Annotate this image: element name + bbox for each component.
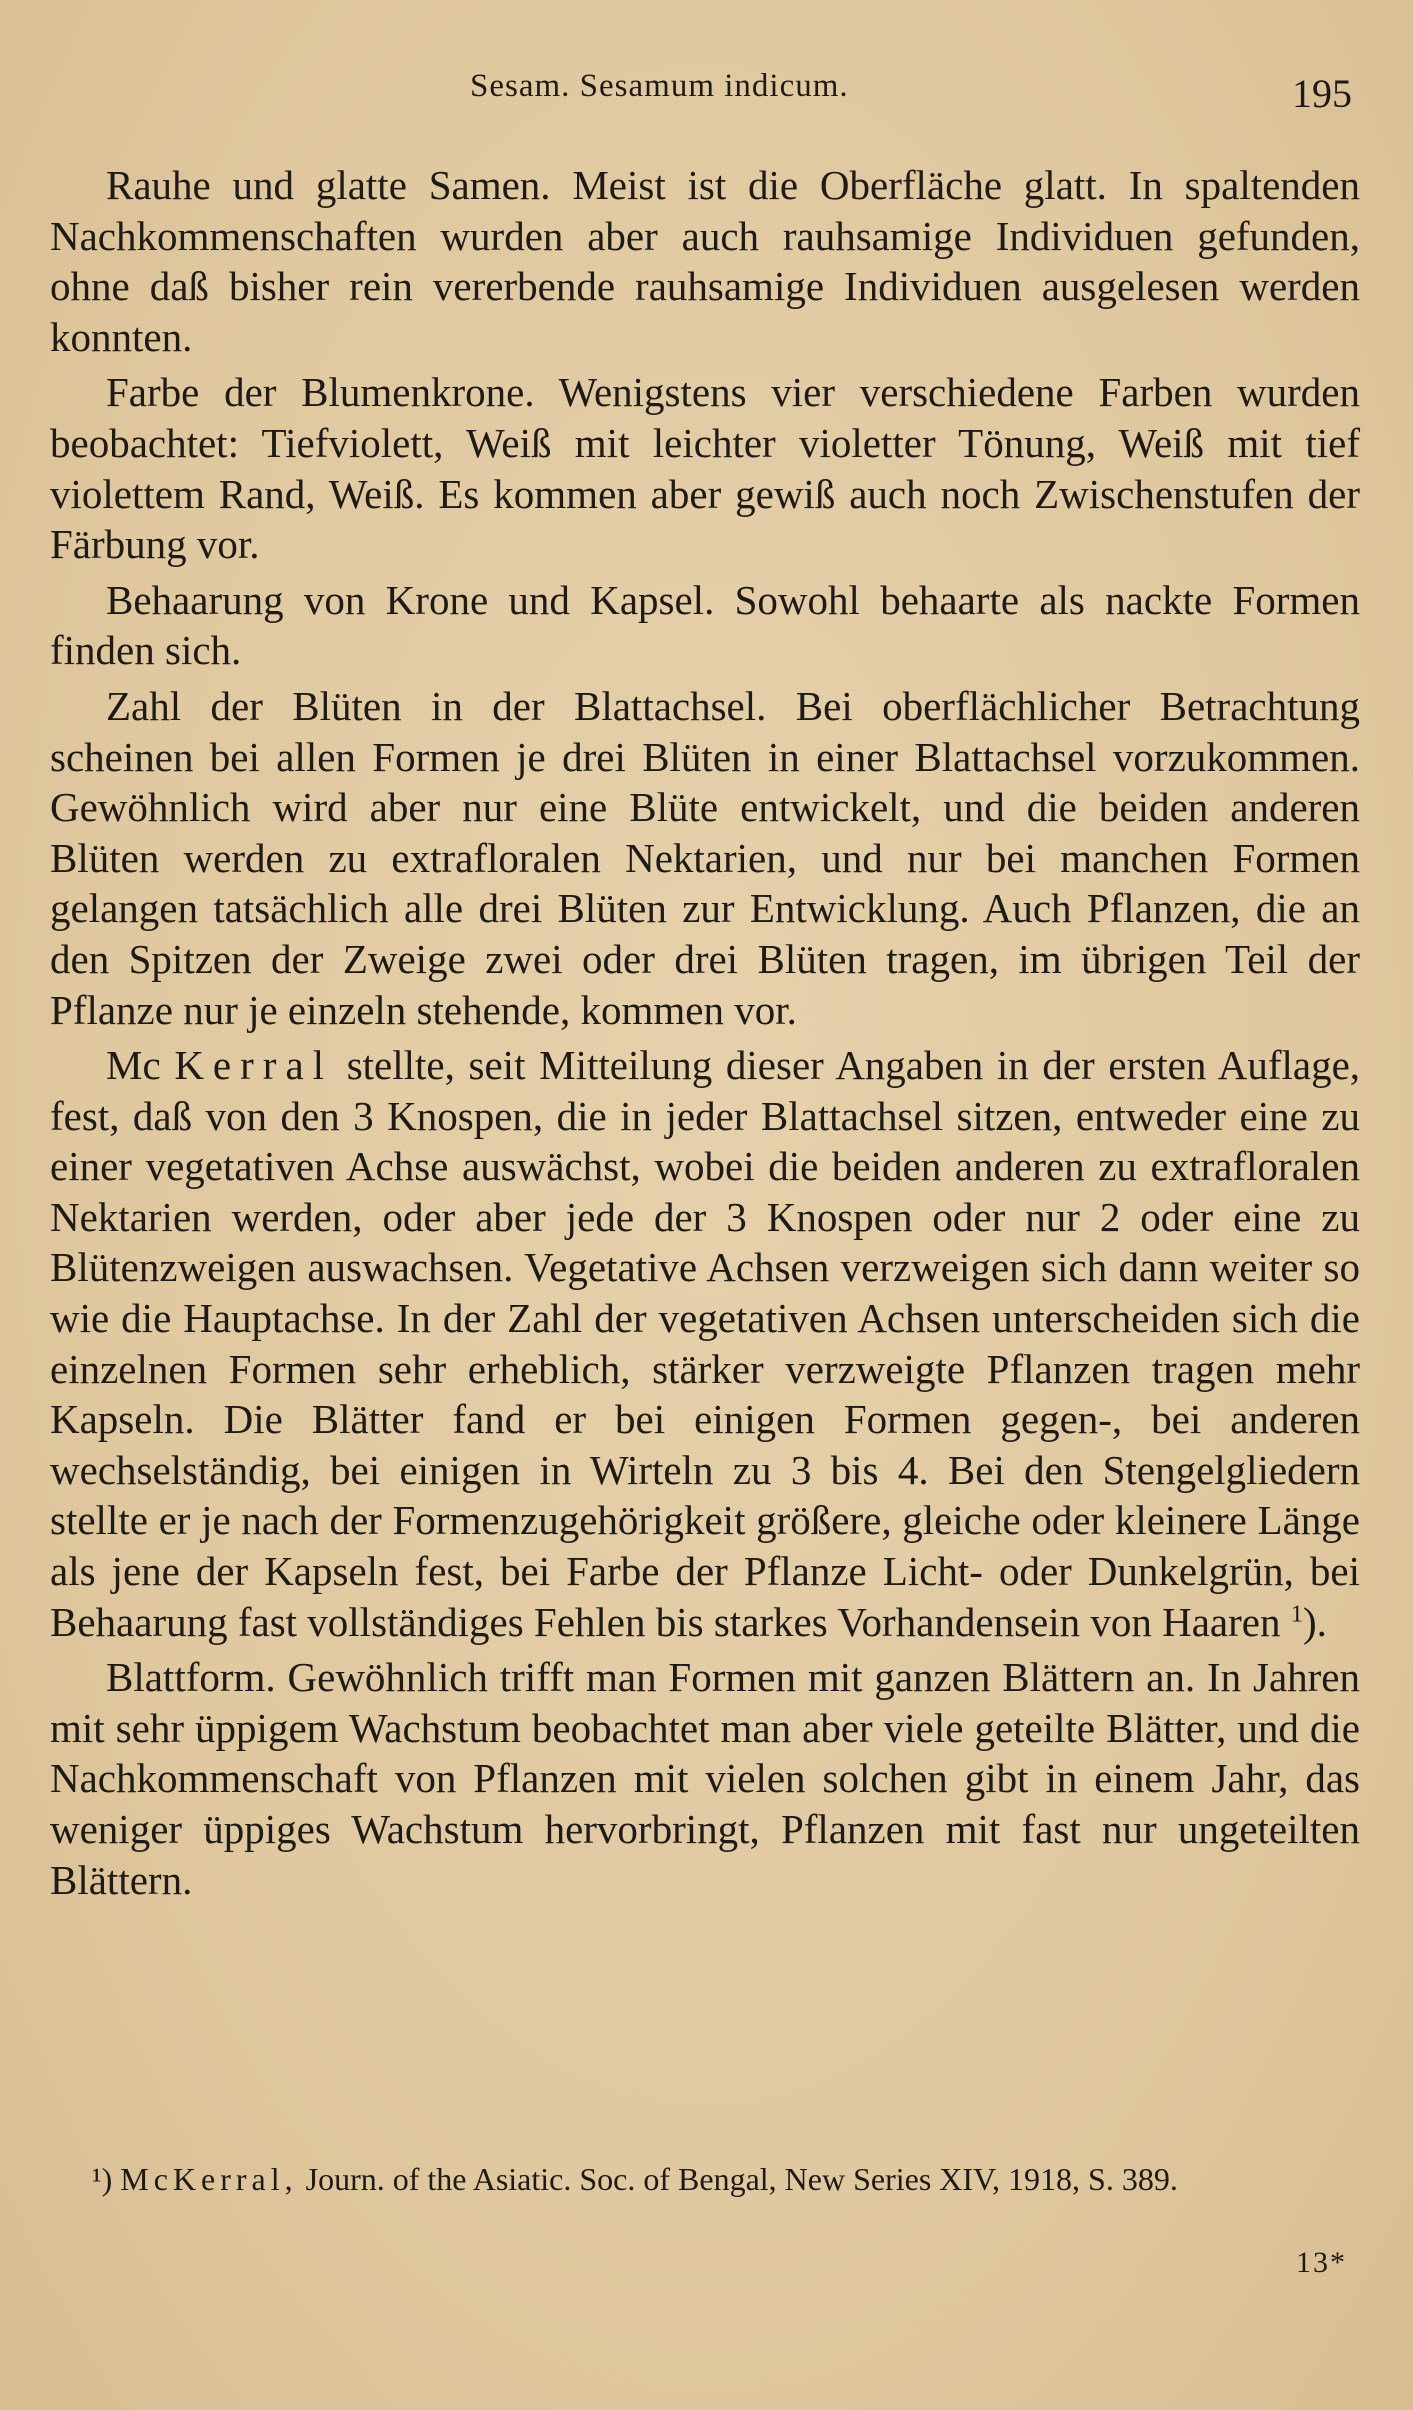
footnote-reference: 1	[1290, 1599, 1304, 1627]
author-name: Kerral	[174, 1042, 334, 1089]
paragraph-mckerral-end: ).	[1303, 1598, 1327, 1645]
paragraph-flower-count: Zahl der Blüten in der Blattachsel. Bei oberflächlicher Betrachtung scheinen bei allen Formen je drei Blüten in einer Blattachsel vorzukommen. Gewöhnlich wird aber nur eine Blüte entwickelt, und die beiden anderen Blüten werden zu extrafloralen Nektarien, und nur bei manchen Formen gelangen tatsächlich alle drei Blüten zur Entwicklung. Auch Pflanzen, die an den Spitzen der Zweige zwei oder drei Blüten tragen, im übrigen Teil der Pflanze nur je einzeln stehende, kommen vor.	[50, 682, 1360, 1033]
paragraph-leaf-form: Blattform. Gewöhnlich trifft man Formen mit ganzen Blättern an. In Jahren mit sehr üppigem Wachstum beobachtet man aber viele geteilte Blätter, und die Nachkommenschaft von Pflanzen mit vielen solchen gibt in einem Jahr, das weniger üppiges Wachstum hervorbringt, Pflanzen mit fast nur ungeteilten Blättern.	[50, 1654, 1360, 1903]
footnote-marker: ¹)	[92, 2161, 113, 2197]
running-head: Sesam. Sesamum indicum.	[470, 68, 849, 104]
body-text	[50, 160, 1360, 1910]
author-prefix: Mc	[106, 1042, 161, 1089]
paragraph-mckerral	[50, 1040, 1360, 1647]
paragraph-seeds: Rauhe und glatte Samen. Meist ist die Oberfläche glatt. In spaltenden Nachkommenschaften wurden aber auch rauhsamige Individuen gefunden, ohne daß bisher rein vererbende rauhsamige Individuen ausgelesen werden konnten.	[50, 162, 1360, 360]
paragraph-hairiness: Behaarung von Krone und Kapsel. Sowohl behaarte als nackte Formen finden sich.	[50, 576, 1360, 674]
footnote	[50, 2158, 1360, 2200]
paragraph-flower-color: Farbe der Blumenkrone. Wenigstens vier verschiedene Farben wurden beobachtet: Tiefviolett, Weiß mit leichter violetter Tönung, Weiß mit tief violettem Rand, Weiß. Es kommen aber gewiß auch noch Zwischenstufen der Färbung vor.	[50, 369, 1360, 568]
footnote-text: Journ. of the Asiatic. Soc. of Bengal, New Series XIV, 1918, S. 389.	[305, 2161, 1178, 2197]
printer-signature: 13*	[1296, 2246, 1347, 2279]
page-number: 195	[1292, 71, 1352, 116]
footnote-author: McKerral,	[120, 2161, 298, 2197]
paragraph-mckerral-text: stellte, seit Mitteilung dieser Angaben in der ersten Auflage, fest, daß von den 3 Knospen, die in jeder Blattachsel sitzen, entweder eine zu einer vegetativen Achse auswächst, wobei die beiden anderen zu extrafloralen Nektarien werden, oder aber jede der 3 Knospen oder nur 2 oder eine zu Blütenzweigen auswachsen. Vegetative Achsen verzweigen sich dann weiter so wie die Hauptachse. In der Zahl der vegetativen Achsen unterscheiden sich die einzelnen Formen sehr erheblich, stärker verzweigte Pflanzen tragen mehr Kapseln. Die Blätter fand er bei einigen Formen gegen-, bei anderen wechselständig, bei einigen in Wirteln zu 3 bis 4. Bei den Stengelgliedern stellte er je nach der Formenzugehörigkeit größere, gleiche oder kleinere Länge als jene der Kapseln fest, bei Farbe der Pflanze Licht- oder Dunkelgrün, bei Behaarung fast vollständiges Fehlen bis starkes Vorhandensein von Haaren	[50, 1042, 1361, 1645]
